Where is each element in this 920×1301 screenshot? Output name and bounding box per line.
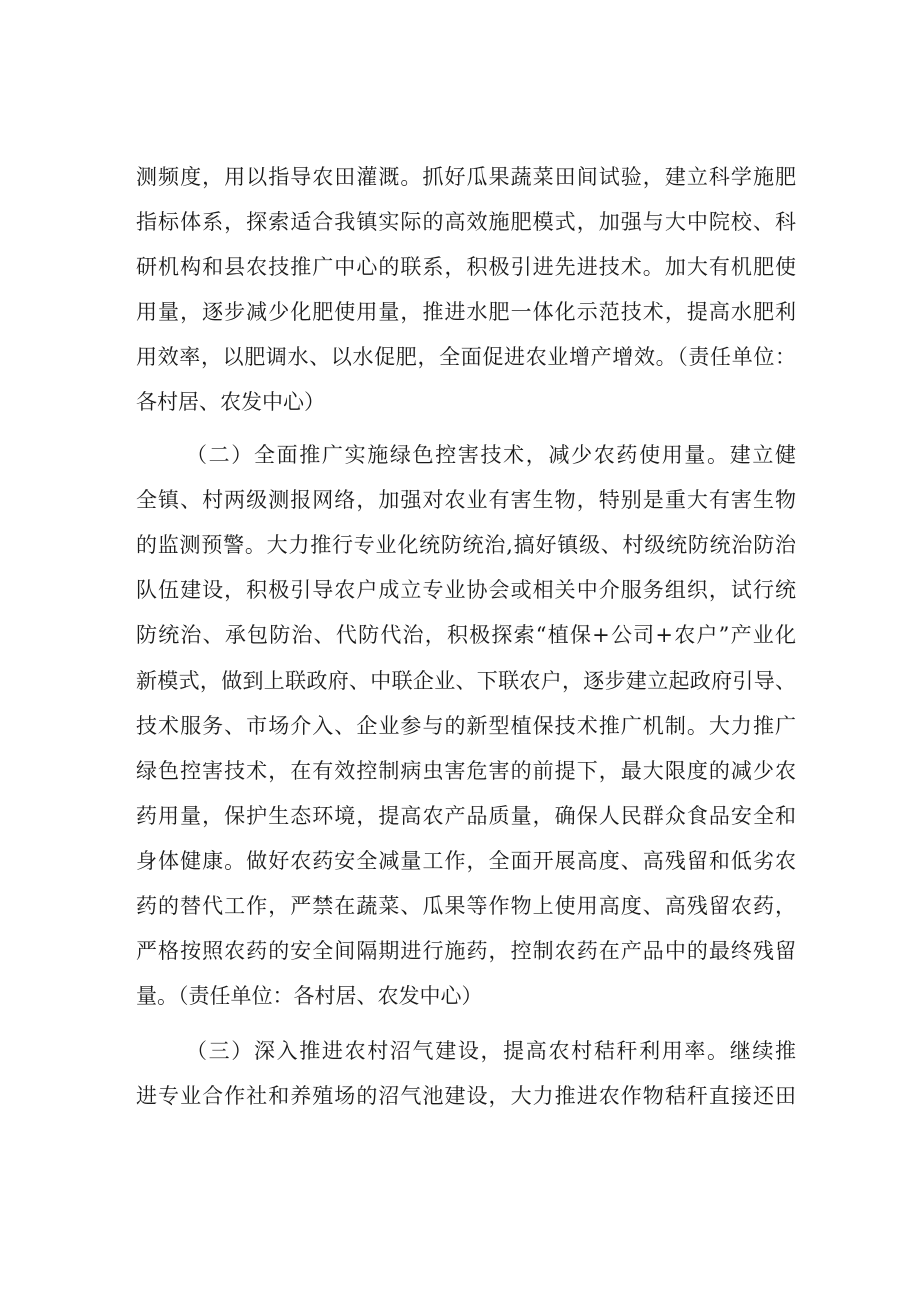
- text-line: 技术服务、市场介入、企业参与的新型植保技术推广机制。大力推广: [136, 714, 796, 738]
- text-line: 的监测预警。大力推行专业化统防统治,搞好镇级、村级统防统治防治: [136, 533, 796, 557]
- text-line: 测频度，用以指导农田灌溉。抓好瓜果蔬菜田间试验，建立科学施肥: [136, 165, 796, 189]
- paragraph-heading-line: （三）深入推进农村沼气建设，提高农村秸秆利用率。继续推: [186, 1039, 796, 1063]
- text-line: 研机构和县农技推广中心的联系，积极引进先进技术。加大有机肥使: [136, 255, 796, 279]
- text-line: 队伍建设，积极引导农户成立专业协会或相关中介服务组织，试行统: [136, 578, 796, 602]
- text-line: 药用量，保护生态环境，提高农产品质量，确保人民群众食品安全和: [136, 804, 796, 828]
- text-line: 全镇、村两级测报网络，加强对农业有害生物，特别是重大有害生物: [136, 488, 796, 512]
- text-line: 各村居、农发中心）: [136, 390, 325, 414]
- text-line: 进专业合作社和养殖场的沼气池建设，大力推进农作物秸秆直接还田: [136, 1084, 796, 1108]
- text-line: 用效率，以肥调水、以水促肥，全面促进农业增产增效。（责任单位：: [136, 345, 796, 369]
- text-line: 严格按照农药的安全间隔期进行施药，控制农药在产品中的最终残留: [136, 939, 796, 963]
- text-line: 量。（责任单位：各村居、农发中心）: [136, 984, 483, 1008]
- text-line: 防统治、承包防治、代防代治，积极探索“植保+公司+农户”产业化: [136, 623, 796, 647]
- text-line: 药的替代工作，严禁在蔬菜、瓜果等作物上使用高度、高残留农药，: [136, 894, 796, 918]
- text-line: 新模式，做到上联政府、中联企业、下联农户，逐步建立起政府引导、: [136, 669, 796, 693]
- text-line: 指标体系，探索适合我镇实际的高效施肥模式，加强与大中院校、科: [136, 210, 796, 234]
- text-line: 用量，逐步减少化肥使用量，推进水肥一体化示范技术，提高水肥利: [136, 300, 796, 324]
- text-line: 身体健康。做好农药安全减量工作，全面开展高度、高残留和低劣农: [136, 849, 796, 873]
- text-line: 绿色控害技术，在有效控制病虫害危害的前提下，最大限度的减少农: [136, 759, 796, 783]
- paragraph-heading-line: （二）全面推广实施绿色控害技术，减少农药使用量。建立健: [186, 443, 796, 467]
